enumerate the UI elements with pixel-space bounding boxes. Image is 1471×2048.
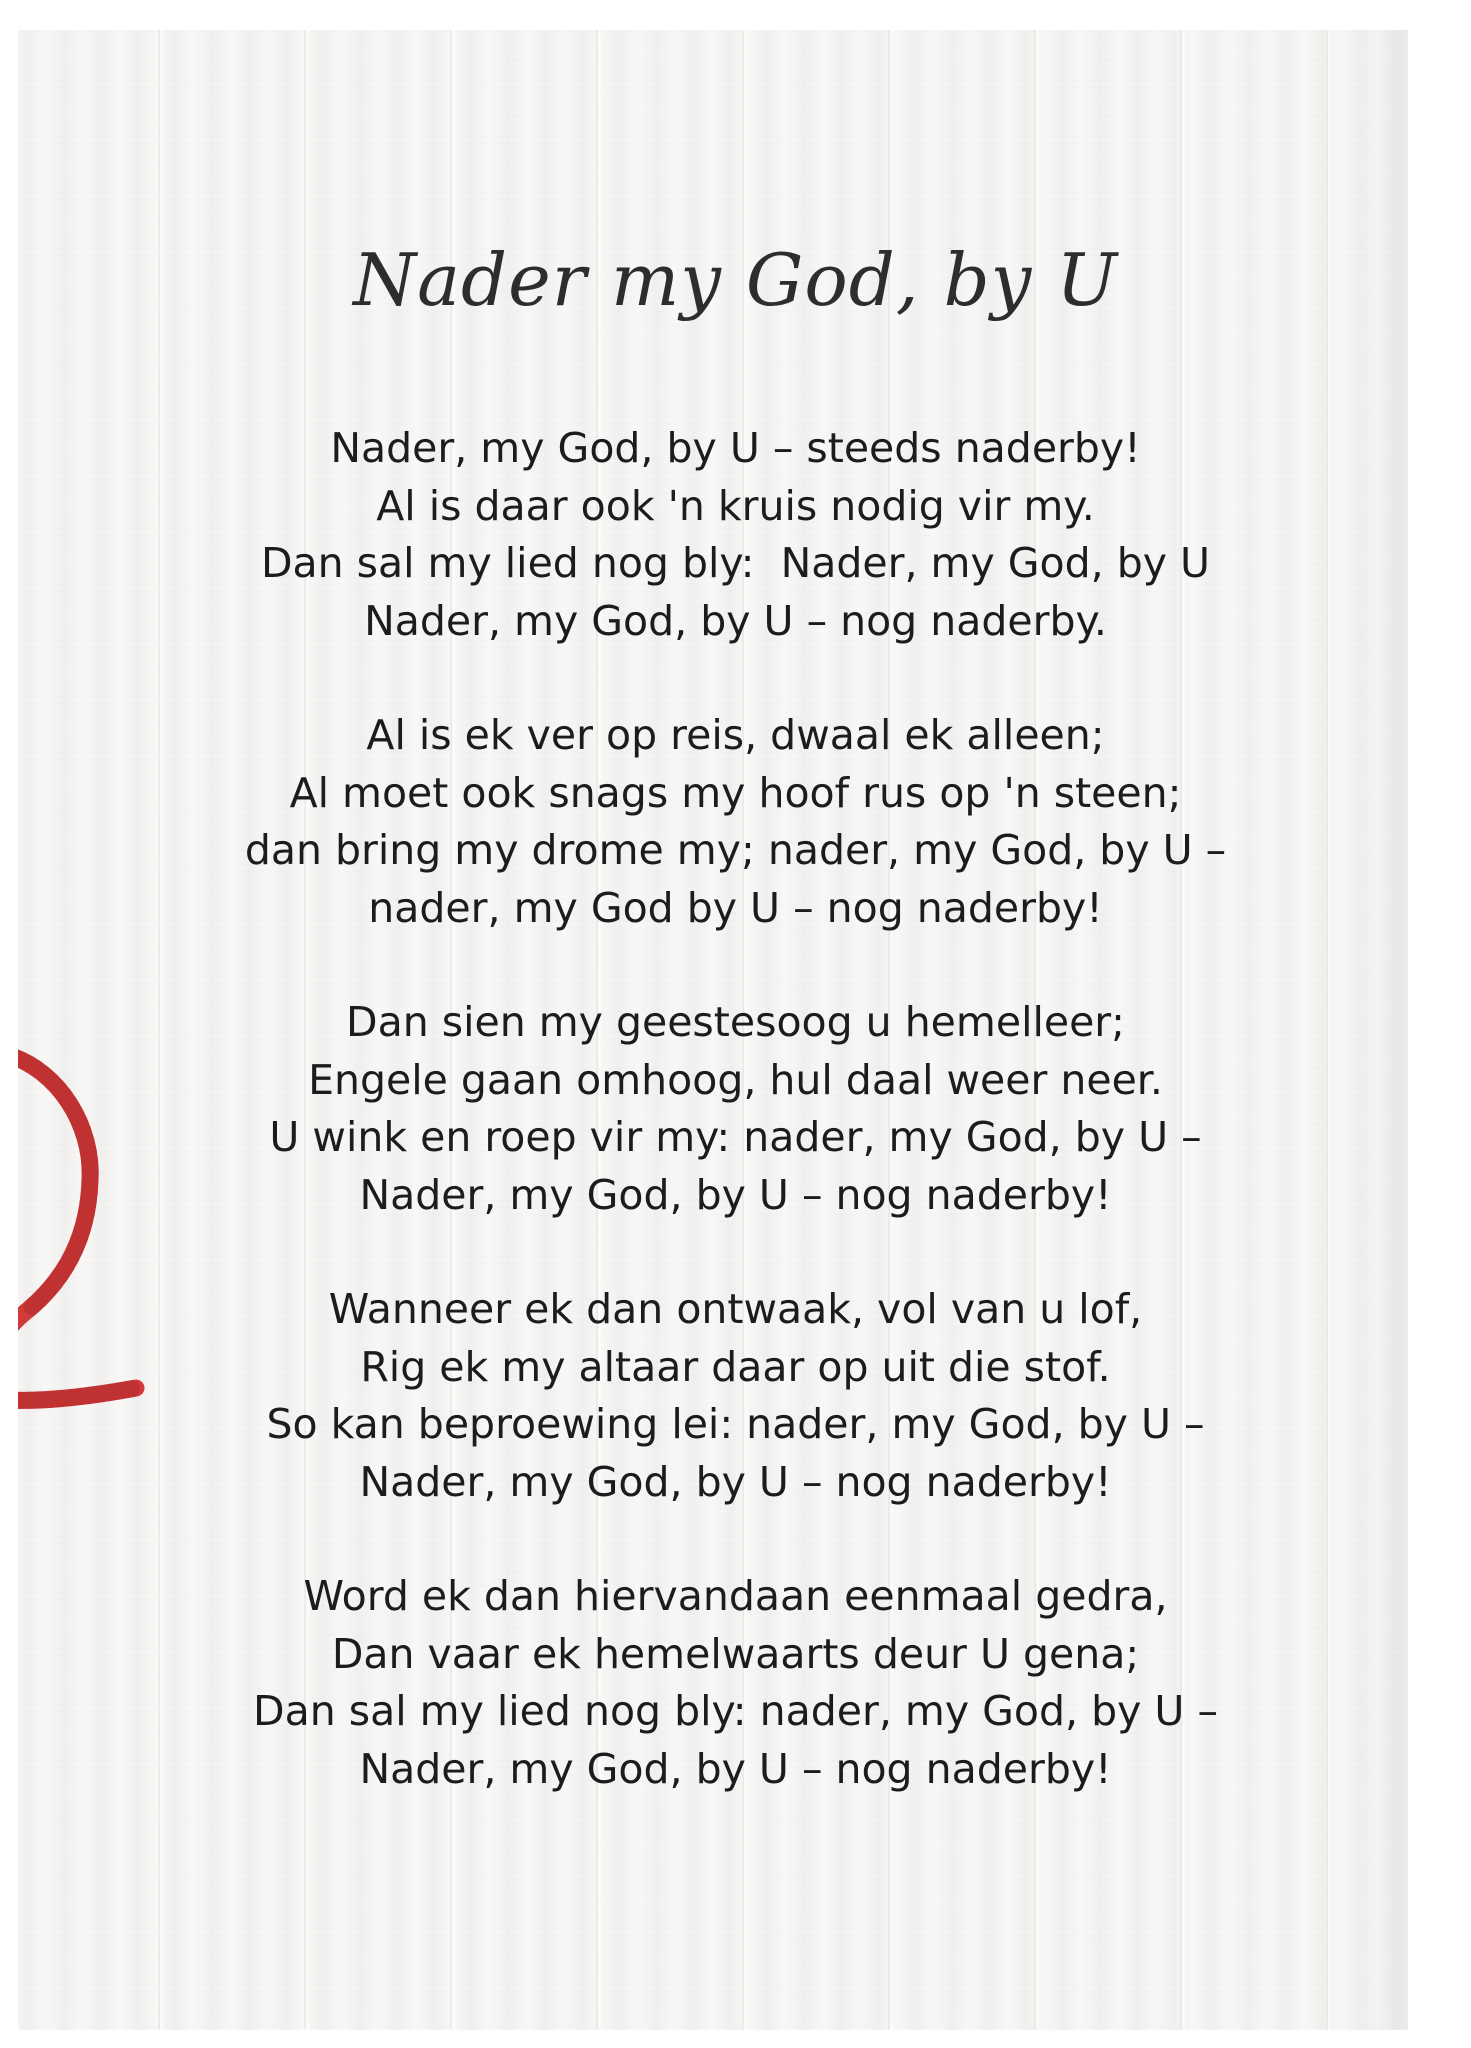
verse-line: Nader, my God, by U – nog naderby!	[359, 1744, 1112, 1793]
verse-line: U wink en roep vir my: nader, my God, by U –	[269, 1113, 1202, 1161]
verse-line: Word ek dan hiervandaan eenmaal gedra,	[303, 1572, 1168, 1620]
verse-4	[0, 1281, 1471, 1511]
verse-line: Nader, my God, by U – steeds naderby!	[330, 424, 1141, 472]
verse-5	[0, 1568, 1471, 1798]
verse-line: Dan vaar ek hemelwaarts deur U gena;	[331, 1629, 1140, 1678]
verse-line: Rig ek my altaar daar op uit die stof.	[360, 1342, 1111, 1391]
verse-2	[0, 707, 1471, 937]
verse-line: Al is ek ver op reis, dwaal ek alleen;	[366, 711, 1105, 759]
verse-line: Al moet ook snags my hoof rus op 'n steen;	[289, 768, 1182, 817]
verse-line: Nader, my God, by U – nog naderby!	[359, 1457, 1112, 1506]
verse-line: dan bring my drome my; nader, my God, by U –	[244, 826, 1227, 874]
verse-line: Dan sal my lied nog bly: Nader, my God, by U	[260, 539, 1211, 587]
verse-line: Nader, my God, by U – nog naderby!	[359, 1170, 1112, 1219]
verse-1	[0, 420, 1471, 650]
verse-line: nader, my God by U – nog naderby!	[368, 883, 1103, 932]
verse-3	[0, 994, 1471, 1224]
verse-line: Dan sien my geestesoog u hemelleer;	[346, 998, 1125, 1046]
verse-line: So kan beproewing lei: nader, my God, by U –	[266, 1400, 1205, 1448]
verse-line: Al is daar ook 'n kruis nodig vir my.	[376, 481, 1095, 530]
verse-line: Wanneer ek dan ontwaak, vol van u lof,	[328, 1285, 1143, 1333]
verse-line: Dan sal my lied nog bly: nader, my God, by U –	[253, 1687, 1218, 1735]
verse-line: Nader, my God, by U – nog naderby.	[364, 596, 1107, 645]
verse-line: Engele gaan omhoog, hul daal weer neer.	[308, 1055, 1163, 1104]
hymn-title: Nader my God, by U	[353, 238, 1118, 322]
hymn-verses	[0, 420, 1471, 1855]
